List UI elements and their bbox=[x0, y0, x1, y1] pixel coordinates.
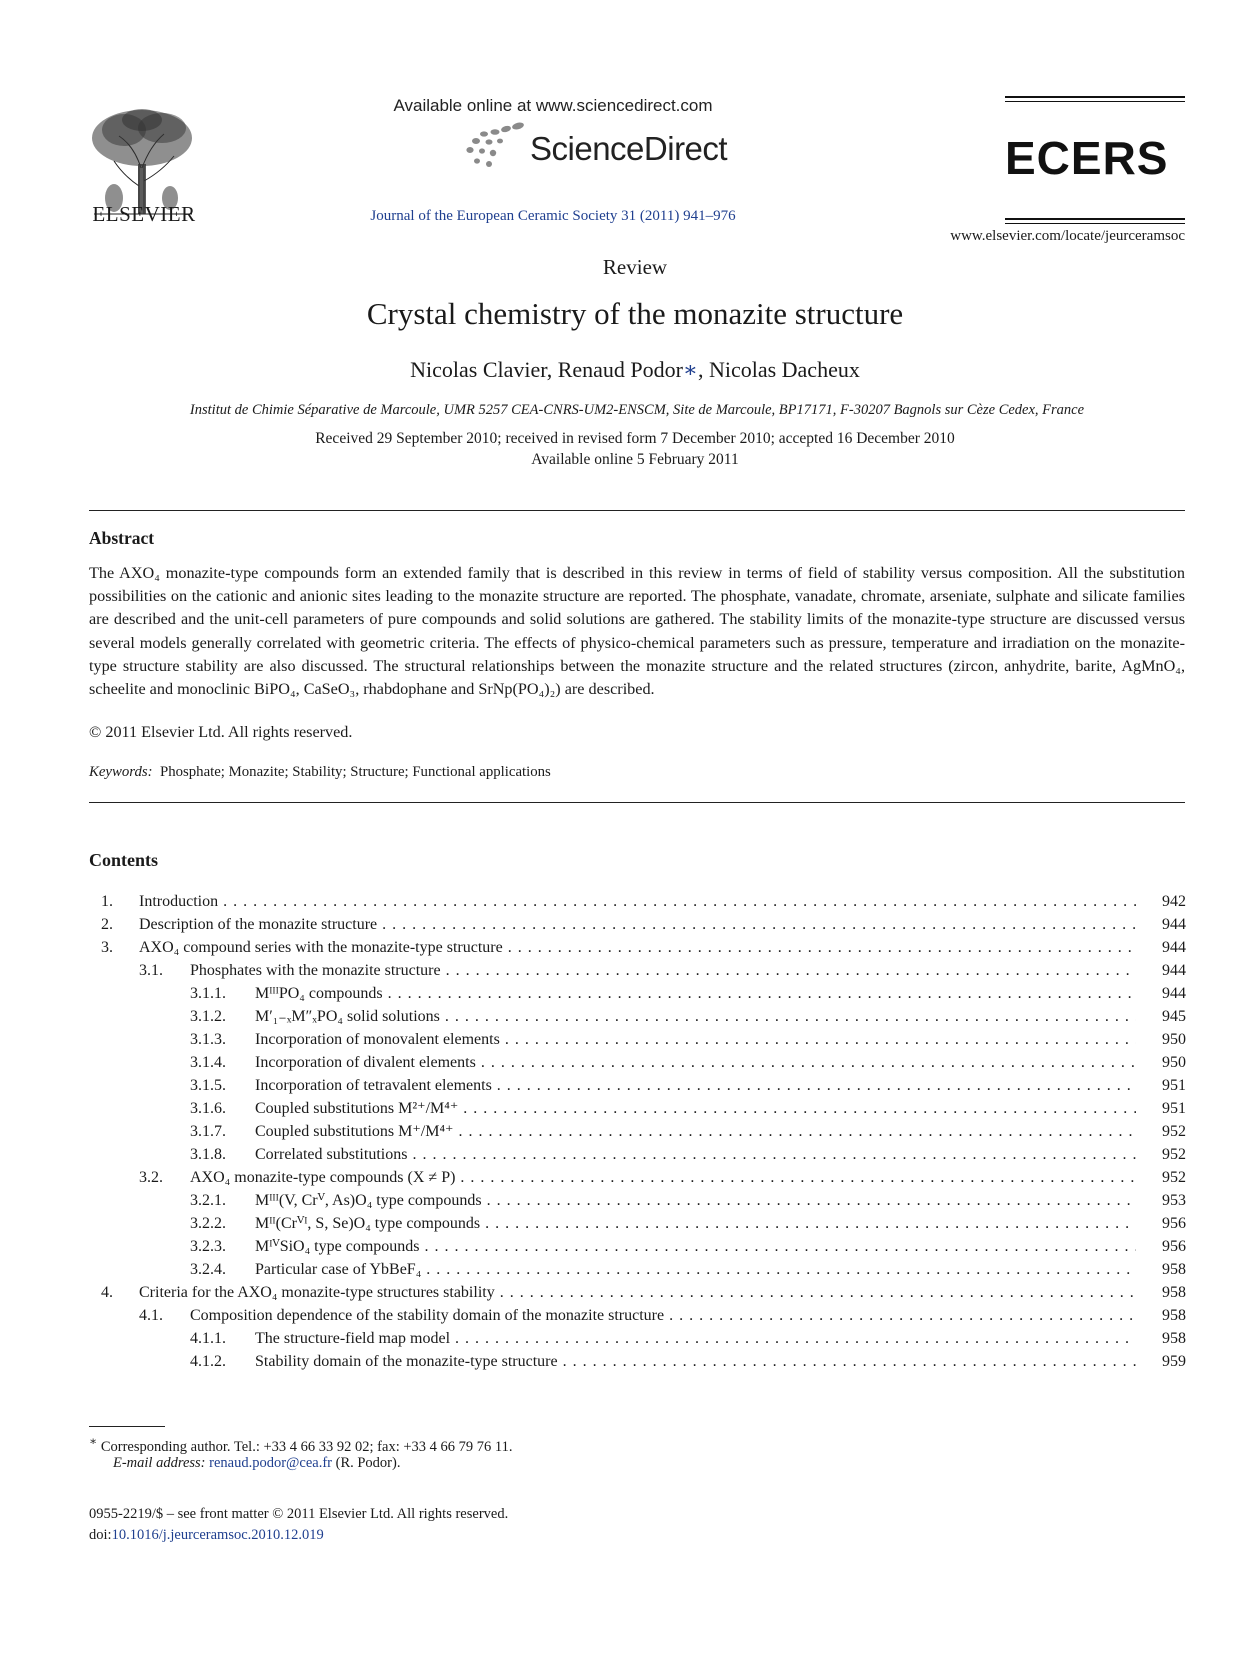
ecers-rule-bottom-thin bbox=[1005, 223, 1185, 224]
table-of-contents bbox=[89, 890, 1186, 1373]
toc-entry-number: 3.2.1. bbox=[190, 1192, 226, 1209]
toc-entry-page: 945 bbox=[1162, 1008, 1186, 1025]
toc-entry-title[interactable]: MᴵᴵᴵPO₄ compounds . . . bbox=[255, 982, 1136, 1005]
available-online-date: Available online 5 February 2011 bbox=[531, 451, 739, 468]
toc-entry-page: 953 bbox=[1162, 1192, 1186, 1209]
toc-entry-page: 951 bbox=[1162, 1100, 1186, 1117]
email-link[interactable]: renaud.podor@cea.fr bbox=[209, 1455, 332, 1471]
toc-entry-page: 958 bbox=[1162, 1307, 1186, 1324]
toc-entry-number: 3.2.4. bbox=[190, 1261, 226, 1278]
ecers-society-logo bbox=[1005, 132, 1185, 182]
toc-entry-number: 3.1.3. bbox=[190, 1031, 226, 1048]
abstract-copyright: © 2011 Elsevier Ltd. All rights reserved. bbox=[89, 723, 353, 741]
toc-entry-page: 952 bbox=[1162, 1146, 1186, 1163]
toc-entry-page: 950 bbox=[1162, 1031, 1186, 1048]
publisher-name: ELSEVIER bbox=[92, 202, 196, 226]
footnote-text: Corresponding author. Tel.: +33 4 66 33 92 02; fax: +33 4 66 79 76 11. bbox=[100, 1438, 513, 1455]
toc-entry-title[interactable]: Incorporation of monovalent elements . . . bbox=[255, 1028, 1136, 1051]
article-title: Crystal chemistry of the monazite structure bbox=[366, 296, 904, 331]
toc-entry-title[interactable]: Mᴵᴵ(Crⱽᴵ, S, Se)O₄ type compounds . . . bbox=[255, 1212, 1136, 1235]
toc-entry-title[interactable]: Particular case of YbBeF₄ . . . bbox=[255, 1258, 1136, 1281]
received-dates: Received 29 September 2010; received in revised form 7 December 2010; accepted 16 December 2010 bbox=[315, 430, 955, 447]
toc-entry-title[interactable]: Description of the monazite structure . . . bbox=[139, 913, 1136, 936]
ecers-rule-top bbox=[1005, 96, 1185, 98]
toc-entry-number: 3.2.2. bbox=[190, 1215, 226, 1232]
toc-entry-number: 3.1.8. bbox=[190, 1146, 226, 1163]
toc-entry-page: 942 bbox=[1162, 893, 1186, 910]
toc-entry-title[interactable]: Criteria for the AXO₄ monazite-type structures stability . . . bbox=[139, 1281, 1136, 1304]
toc-entry-title[interactable]: Coupled substitutions M²⁺/M⁴⁺ . . . bbox=[255, 1097, 1136, 1120]
doi-link[interactable]: 10.1016/j.jeurceramsoc.2010.12.019 bbox=[111, 1527, 324, 1543]
toc-entry-title[interactable]: Incorporation of divalent elements . . . bbox=[255, 1051, 1136, 1074]
toc-entry-title[interactable]: Phosphates with the monazite structure . . . bbox=[190, 959, 1136, 982]
toc-entry-page: 959 bbox=[1162, 1353, 1186, 1370]
toc-entry[interactable] bbox=[89, 1143, 1186, 1166]
toc-entry-number: 3.1.5. bbox=[190, 1077, 226, 1094]
toc-entry[interactable] bbox=[89, 1166, 1186, 1189]
toc-entry[interactable] bbox=[89, 1097, 1186, 1120]
toc-entry[interactable] bbox=[89, 1074, 1186, 1097]
toc-entry-number: 3.2.3. bbox=[190, 1238, 226, 1255]
toc-entry[interactable] bbox=[89, 959, 1186, 982]
keywords-list: Phosphate; Monazite; Stability; Structure; Functional applications bbox=[159, 764, 551, 780]
toc-entry-page: 952 bbox=[1162, 1169, 1186, 1186]
author-list bbox=[0, 357, 1240, 383]
issn-line: 0955-2219/$ – see front matter © 2011 Elsevier Ltd. All rights reserved. bbox=[89, 1506, 509, 1522]
footnote-email-line bbox=[113, 1455, 400, 1472]
toc-entry-page: 958 bbox=[1162, 1330, 1186, 1347]
contents-heading: Contents bbox=[89, 850, 159, 870]
email-owner: (R. Podor). bbox=[335, 1455, 401, 1471]
divider-bottom bbox=[89, 802, 1185, 803]
toc-entry[interactable] bbox=[89, 1281, 1186, 1304]
toc-entry-number: 3. bbox=[101, 939, 113, 956]
ecers-rule-bottom bbox=[1005, 218, 1185, 220]
footnote-corresponding bbox=[89, 1434, 513, 1456]
toc-entry[interactable] bbox=[89, 1120, 1186, 1143]
available-online-line[interactable]: Available online at www.sciencedirect.com bbox=[393, 96, 713, 115]
toc-entry[interactable] bbox=[89, 1051, 1186, 1074]
toc-entry-page: 958 bbox=[1162, 1261, 1186, 1278]
toc-entry-page: 944 bbox=[1162, 939, 1186, 956]
keywords-label: Keywords: bbox=[89, 764, 153, 780]
toc-entry-title[interactable]: AXO₄ monazite-type compounds (X ≠ P) . . . bbox=[190, 1166, 1136, 1189]
toc-entry[interactable] bbox=[89, 1350, 1186, 1373]
toc-entry[interactable] bbox=[89, 936, 1186, 959]
toc-entry[interactable] bbox=[89, 1189, 1186, 1212]
toc-entry-title[interactable]: Coupled substitutions M⁺/M⁴⁺ . . . bbox=[255, 1120, 1136, 1143]
toc-entry-number: 4.1.1. bbox=[190, 1330, 226, 1347]
toc-entry[interactable] bbox=[89, 1327, 1186, 1350]
toc-entry-number: 1. bbox=[101, 893, 113, 910]
toc-entry-page: 950 bbox=[1162, 1054, 1186, 1071]
journal-url[interactable]: www.elsevier.com/locate/jeurceramsoc bbox=[950, 228, 1185, 244]
footnote-rule bbox=[89, 1426, 165, 1427]
toc-entry[interactable] bbox=[89, 1258, 1186, 1281]
toc-entry-page: 958 bbox=[1162, 1284, 1186, 1301]
ecers-logo-text: ECERS bbox=[1005, 132, 1169, 182]
toc-entry-page: 951 bbox=[1162, 1077, 1186, 1094]
toc-entry[interactable] bbox=[89, 1028, 1186, 1051]
toc-entry-title[interactable]: M′₁₋ₓM″ₓPO₄ solid solutions . . . bbox=[255, 1005, 1136, 1028]
toc-entry-title[interactable]: Composition dependence of the stability domain of the monazite structure . . . bbox=[190, 1304, 1136, 1327]
email-label: E-mail address: bbox=[113, 1455, 206, 1471]
toc-entry[interactable] bbox=[89, 890, 1186, 913]
toc-entry-number: 3.1. bbox=[139, 962, 163, 979]
toc-entry[interactable] bbox=[89, 982, 1186, 1005]
toc-entry-page: 956 bbox=[1162, 1215, 1186, 1232]
toc-entry-title[interactable]: Stability domain of the monazite-type structure . . . bbox=[255, 1350, 1136, 1373]
abstract-text: The AXO₄ monazite-type compounds form an extended family that is described in this review in terms of field of stability versus composition. All the substitution possibilities on the cationic and anionic sites leading to the monazite structure are reported. The phosphate, vanadate, chromate, arseniate, sulphate and silicate families are described and the unit-cell parameters of pure compounds and solid solutions are gathered. The stability limits of the monazite-type structure are discussed versus several models generally correlated with geometric criteria. The effects of physico-chemical parameters such as pressure, temperature and irradiation on the monazite-type structure stability are also discussed. The structural relationships between the monazite structure and the related structures (zircon, anhydrite, barite, AgMnO₄, scheelite and monoclinic BiPO₄, CaSeO₃, rhabdophane and SrNp(PO₄)₂) are described. bbox=[89, 564, 1185, 699]
journal-citation[interactable]: Journal of the European Ceramic Society 31 (2011) 941–976 bbox=[370, 208, 736, 224]
toc-entry-title[interactable]: Incorporation of tetravalent elements . . . bbox=[255, 1074, 1136, 1097]
toc-entry-number: 3.1.4. bbox=[190, 1054, 226, 1071]
toc-entry-title[interactable]: Correlated substitutions . . . bbox=[255, 1143, 1136, 1166]
authors-first: Nicolas Clavier, Renaud Podor bbox=[410, 357, 683, 382]
affiliation: Institut de Chimie Séparative de Marcoule, UMR 5257 CEA-CNRS-UM2-ENSCM, Site de Marcoule, BP17171, F-30207 Bagnols sur Cèze Cedex, France bbox=[189, 402, 1085, 418]
article-type: Review bbox=[602, 255, 668, 279]
toc-entry-number: 3.1.7. bbox=[190, 1123, 226, 1140]
abstract-heading: Abstract bbox=[89, 528, 155, 548]
sciencedirect-brand[interactable]: ScienceDirect bbox=[530, 130, 728, 167]
toc-entry-number: 4. bbox=[101, 1284, 113, 1301]
toc-entry-number: 3.2. bbox=[139, 1169, 163, 1186]
footnote-marker: ∗ bbox=[89, 1434, 98, 1448]
divider-top bbox=[89, 510, 1185, 511]
toc-entry-number: 3.1.6. bbox=[190, 1100, 226, 1117]
toc-entry[interactable] bbox=[89, 1005, 1186, 1028]
toc-entry-page: 944 bbox=[1162, 916, 1186, 933]
corresponding-author-marker[interactable]: ∗ bbox=[683, 357, 698, 382]
toc-entry[interactable] bbox=[89, 1212, 1186, 1235]
toc-entry-number: 4.1. bbox=[139, 1307, 163, 1324]
doi-label: doi: bbox=[89, 1527, 112, 1543]
toc-entry[interactable] bbox=[89, 913, 1186, 936]
toc-entry-page: 944 bbox=[1162, 985, 1186, 1002]
toc-entry-page: 944 bbox=[1162, 962, 1186, 979]
toc-entry-page: 956 bbox=[1162, 1238, 1186, 1255]
ecers-rule-top-thin bbox=[1005, 101, 1185, 102]
toc-entry-title[interactable]: AXO₄ compound series with the monazite-type structure . . . bbox=[139, 936, 1136, 959]
toc-entry-number: 3.1.1. bbox=[190, 985, 226, 1002]
toc-entry[interactable] bbox=[89, 1235, 1186, 1258]
keywords bbox=[89, 764, 551, 781]
toc-entry-number: 4.1.2. bbox=[190, 1353, 226, 1370]
authors-last: , Nicolas Dacheux bbox=[697, 357, 860, 382]
toc-entry-title[interactable]: MᴵⱽSiO₄ type compounds . . . bbox=[255, 1235, 1136, 1258]
toc-entry-number: 2. bbox=[101, 916, 113, 933]
sciencedirect-dots-icon bbox=[462, 120, 532, 172]
toc-entry[interactable] bbox=[89, 1304, 1186, 1327]
toc-entry-title[interactable]: The structure-field map model . . . bbox=[255, 1327, 1136, 1350]
toc-entry-page: 952 bbox=[1162, 1123, 1186, 1140]
toc-entry-title[interactable]: Mᴵᴵᴵ(V, Crⱽ, As)O₄ type compounds . . . bbox=[255, 1189, 1136, 1212]
toc-entry-title[interactable]: Introduction . . . bbox=[139, 890, 1136, 913]
doi-line bbox=[89, 1527, 324, 1544]
toc-entry-number: 3.1.2. bbox=[190, 1008, 226, 1025]
